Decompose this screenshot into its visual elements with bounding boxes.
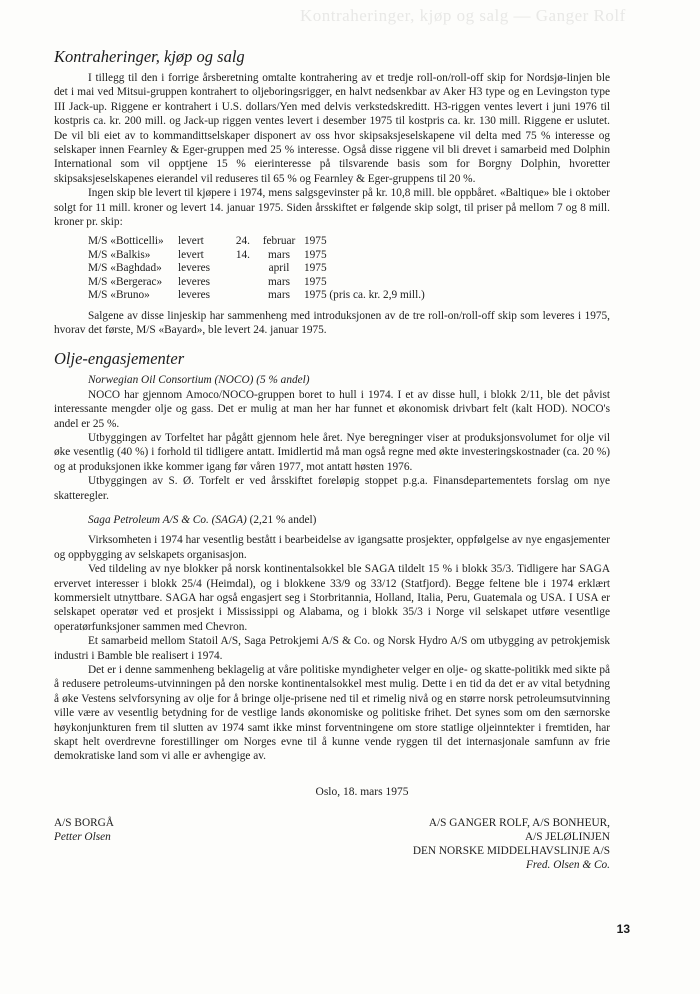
ship-name: M/S «Bruno» [88,289,150,302]
saga-title: Saga Petroleum A/S & Co. (SAGA) [88,513,247,526]
ship-name: M/S «Balkis» [88,248,151,261]
ship-day [228,262,254,275]
paragraph-saga-2: Ved tildeling av nye blokker på norsk kontinentalsokkel ble SAGA tildelt 15 % i blokk 35/3. Tidligere har SAGA ervervet interesser i blokk 25/4 (Heimdal), og i blokkene 33/9 og 33/12 (Statfjord). Begge feltene ble i 1974 erklært kommersielt utnyttbare. SAGA har også engasjert seg i Storbritannia, Holland, Italia, Peru, Guatemala og USA. I USA er selskapet operatør ved et prosjekt i Mississippi og Alabama, og i blokk 35/3 i Norge vil selskapet utføre vesentlige operatørfunksjoner sammen med Chevron. [54,563,610,633]
ship-month: mars [268,248,290,261]
heading-contracts: Kontraheringer, kjøp og salg [54,47,245,66]
table-row [88,235,425,248]
ship-year: 1975 [304,235,327,248]
ship-status: leveres [178,289,210,302]
ship-status: levert [178,235,204,248]
right-company-line-2: A/S JELØLINJEN [524,830,610,843]
paragraph-saga-3: Et samarbeid mellom Statoil A/S, Saga Petrokjemi A/S & Co. og Norsk Hydro A/S om utbygging av petrokjemisk industri i Bamble ble realisert i 1974. [54,635,610,662]
ship-day [228,289,254,302]
paragraph-noco-3: Utbyggingen av S. Ø. Torfelt er ved årsskiftet foreløpig stoppet p.g.a. Finansdepartementets forslag om nye skatteregler. [54,475,610,502]
signature-left [54,816,114,844]
paragraph-saga-1: Virksomheten i 1974 har vesentlig bestått i bearbeidelse av igangsatte prosjekter, oppfølgelse av nye engasjementer og oppbygging av selskapets organisasjon. [54,534,610,561]
left-signatory: Petter Olsen [54,830,111,843]
ship-month: mars [268,275,290,288]
table-row [88,249,425,262]
place-date: Oslo, 18. mars 1975 [315,785,409,798]
ship-day [228,276,254,289]
left-company: A/S BORGÅ [54,816,114,829]
right-company-line-1: A/S GANGER ROLF, A/S BONHEUR, [428,816,610,829]
subheading-saga [88,513,610,527]
ship-month: mars [268,289,290,302]
table-row [88,276,425,289]
table-row [88,262,425,275]
right-signatory: Fred. Olsen & Co. [526,858,610,871]
ship-year: 1975 [304,262,327,275]
ship-status: levert [178,248,204,261]
ship-year: 1975 (pris ca. kr. 2,9 mill.) [304,289,425,302]
ship-year: 1975 [304,275,327,288]
page-body [54,47,610,886]
paragraph-contracts-3: Salgene av disse linjeskip har sammenheng med introduksjonen av de tre roll-on/roll-off skip som leveres i 1975, hvorav det første, M/S «Bayard», ble levert 24. januar 1975. [54,309,610,336]
paragraph-saga-4: Det er i denne sammenheng beklagelig at våre politiske myndigheter velger en olje- og skatte-politikk med sikte på å redusere petroleums-utvinningen på den norske kontinentalsokkel mest mulig. Dette i en tid da det er av vital betydning å øke Vestens selvforsyning av olje for å bringe olje-prisene ned til et rimelig nivå og en større norsk petroleumsutvinning ville være av vesentlig betydning for de vestlige lands økonomiske og politiske frihet. Det synes som om den særnorske høykonjunkturen frem til slutten av 1974 samt ikke minst forventningene om store statlige oljeinntekter i fremtiden, har skapt helt overdrevne forestillinger om Norges evne til å kunne vende ryggen til det internasjonale samfunn av frie demokratiske land som vi alle er avhengige av. [54,664,610,763]
ship-name: M/S «Baghdad» [88,262,162,275]
ship-status: leveres [178,275,210,288]
bleed-through-text: Kontraheringer, kjøp og salg — Ganger Rolf [300,6,626,25]
ship-day: 24. [235,235,250,248]
paragraph-noco-1: NOCO har gjennom Amoco/NOCO-gruppen boret to hull i 1974. I et av disse hull, i blokk 2/11, ble det påvist interessante mengder olje og gass. Det er mulig at man her har funnet et økonomisk drivbart felt (kalt HOD). NOCO's andel er 25 %. [54,388,610,430]
signature-block [54,816,610,886]
page-number: 13 [616,922,630,936]
noco-title: Norwegian Oil Consortium (NOCO) (5 % andel) [88,374,310,387]
paragraph-contracts-2: Ingen skip ble levert til kjøpere i 1974, mens salgsgevinster på kr. 10,8 mill. ble oppbåret. «Baltique» ble i oktober solgt for 11 mill. kroner og levert 14. januar 1975. Siden årsskiftet er følgende skip solgt, til priser på mellom 7 og 8 mill. kroner pr. skip: [54,187,610,229]
heading-oil: Olje-engasjementer [54,349,185,369]
table-row [88,289,425,302]
right-company-line-3: DEN NORSKE MIDDELHAVSLINJE A/S [412,844,610,857]
paragraph-contracts-1: I tillegg til den i forrige årsberetning omtalte kontrahering av et tredje roll-on/roll-off skip for Nordsjø-linjen ble det i mai ved Mitsui-gruppen kontrahert to oljeboringsrigger, en halvt nedsenkbar av Aker H3 type og en Levingston type III Jack-up. Riggene er kontrahert i U.S. dollars/Yen med delvis verkstedskreditt. H3-riggen ventes levert i juni 1976 til kostpris ca. kr. 200 mill. og Jack-up riggen ventes levert i desember 1975 til kostpris ca. kr. 130 mill. Riggene er uslutet. De vil bli eiet av to kommandittselskaper disponert av oss hvor skipsaksjeselskapene vil delta med 75 % interesse og selskaper innen Fearnley & Eger-gruppen med 25 % interesse. Også disse riggene vil bli drevet i samarbeid med Dolphin International som vil opptjene 15 % eierinteresse på tilsvarende basis som for Borgny Dolphin, hvoretter skipsaksjeselskapenes eierandel vil reduseres til 65 % og Fearnley & Eger-gruppens til 20 %. [54,72,610,185]
ship-day: 14. [235,248,250,261]
paragraph-noco-2: Utbyggingen av Torfeltet har pågått gjennom hele året. Nye beregninger viser at produksjonsvolumet for olje vil øke vesentlig (40 %) i forhold til tidligere antatt. Imidlertid må man også regne med økte investeringskostnader (ca. 20 %) og at produksjonen ikke kommer igang før våren 1977, mot antatt høsten 1976. [54,431,610,473]
ship-name: M/S «Botticelli» [88,235,164,248]
signature-right [413,816,610,872]
ships-sold-table [88,235,425,302]
ship-month: april [268,262,290,275]
saga-share: (2,21 % andel) [249,513,317,526]
ship-year: 1975 [304,248,327,261]
ship-status: leveres [178,262,210,275]
ship-name: M/S «Bergerac» [88,275,163,288]
subheading-noco [88,373,610,387]
ship-month: februar [262,235,296,248]
